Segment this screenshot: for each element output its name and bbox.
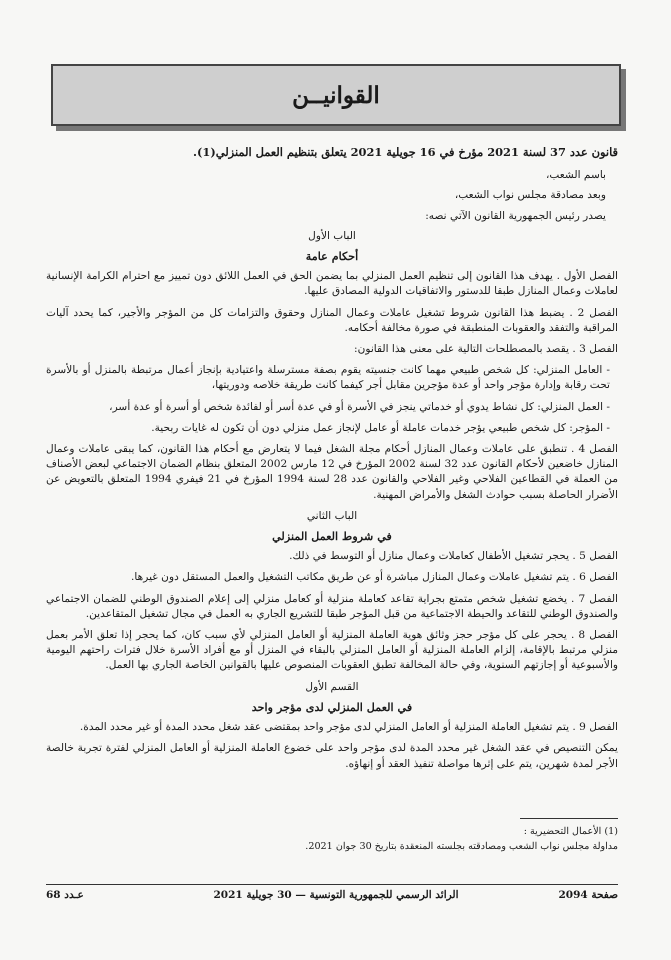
banner-title: القوانيــن — [292, 81, 380, 109]
article-paragraph: الفصل 2 . يضبط هذا القانون شروط تشغيل عاملات وعمال المنازل وحقوق والتزامات كل من المؤجر والأجير، كما يحدد آليات المراقبة والتفقد والعقوبات المنطبقة في صورة مخالفة أحكامه. — [46, 306, 619, 334]
preamble-line: باسم الشعب، — [545, 169, 606, 182]
article-paragraph: يمكن التنصيص في عقد الشغل غير محدد المدة لدى مؤجر واحد على خضوع العاملة المنزلية أو العامل المنزلي لفترة تجربة خالصة الأجر لمدة شهرين، يتم على إثرها مواصلة تنفيذ العقد أو إنهاؤه. — [46, 742, 618, 770]
definition-item: - المؤجر: كل شخص طبيعي يؤجر خدمات عاملة أو عامل لإنجاز عمل منزلي دون أن تكون له غايات ربحية. — [151, 421, 610, 434]
article-paragraph: الفصل 6 . يتم تشغيل عاملات وعمال المنازل مباشرة أو عن طريق مكاتب التشغيل والعمل المستقل دون غيرها. — [131, 571, 618, 584]
footnotes — [46, 824, 618, 854]
book-label: الباب الأول — [308, 229, 356, 242]
article-paragraph: الفصل 7 . يخضع تشغيل شخص متمتع بجراية تقاعد كعاملة منزلية أو كعامل منزلي إلى إعلام الصندوق الوطني للضمان الاجتماعي والصندوق الوطني للتقاعد والحيطة الاجتماعية من قبل المؤجر طبقا للتشريع الجاري به العمل في مجال تشغيل المتقاعدين. — [46, 592, 618, 620]
article-paragraph: الفصل 4 . تنطبق على عاملات وعمال المنازل أحكام مجلة الشغل فيما لا يتعارض مع أحكام هذا القانون، كما يبقى عاملات وعمال المنازل خاضعين لأحكام القانون عدد 32 لسنة 2002 المؤرخ في 12 مارس 2002 المتعلق بنظام الضمان الاجتماعي لبعض الأصناف من العملة في القطاعين الفلاحي وغير الفلاحي والقانون عدد 28 لسنة 1994 المؤرخ في 21 فيفري 1994 المتعلق بالتعويض عن الأضرار الحاصلة بسبب حوادث الشغل والأمراض المهنية. — [46, 443, 618, 501]
book-label: الباب الثاني — [306, 509, 358, 522]
law-body — [46, 145, 618, 778]
page-number: صفحة 2094 — [558, 889, 618, 901]
book-title: أحكام عامة — [305, 249, 359, 264]
definition-item: - العامل المنزلي: كل شخص طبيعي مهما كانت جنسيته يقوم بصفة مسترسلة واعتيادية بإنجاز أعمال مرتبطة بالمنزل أو بالأسرة تحت رقابة وإدارة مؤجر واحد أو عدة مؤجرين مقابل أجر كيفما كانت طريقة خلاصه ودوريتها، — [46, 364, 610, 392]
article-paragraph: الفصل 3 . يقصد بالمصطلحات التالية على معنى هذا القانون: — [354, 343, 618, 356]
section-banner — [51, 64, 621, 126]
law-title: قانون عدد 37 لسنة 2021 مؤرخ في 16 جويلية 2021 يتعلق بتنظيم العمل المنزلي(1). — [193, 145, 618, 159]
preamble-line: وبعد مصادقة مجلس نواب الشعب، — [454, 189, 606, 202]
article-paragraph: الفصل 5 . يحجر تشغيل الأطفال كعاملات وعمال منازل أو التوسط في ذلك. — [289, 550, 618, 563]
article-paragraph: الفصل الأول . يهدف هذا القانون إلى تنظيم العمل المنزلي بما يضمن الحق في العمل اللائق دون تمييز مع احترام الكرامة الإنسانية لعاملات وعمال المنازل طبقا للدستور والاتفاقيات الدولية المصادق عليها. — [46, 270, 618, 298]
issue-number: عـدد 68 — [46, 889, 84, 901]
footnote-divider — [520, 818, 618, 819]
page-footer — [46, 889, 618, 907]
book-title: في شروط العمل المنزلي — [272, 529, 392, 544]
gazette-title: الرائد الرسمي للجمهورية التونسية — 30 جويلية 2021 — [213, 889, 459, 901]
article-paragraph: الفصل 8 . يحجر على كل مؤجر حجز وثائق هوية العاملة المنزلية أو العامل المنزلي لأي سبب كان، كما يحجر إذا تعلق الأمر بعمل منزلي مرتبط بالإقامة، إلزام العاملة المنزلية أو العامل المنزلي بالبقاء في المنزل أو مع أفراد الأسرة خلال فترات راحتهم اليومية والأسبوعية أو إجازتهم السنوية، وفي حالة المخالفة تطبق العقوبات المنصوص عليها بالقوانين الخاصة الجاري بها العمل. — [46, 629, 618, 672]
footer-divider — [46, 884, 618, 885]
section-title: في العمل المنزلي لدى مؤجر واحد — [251, 699, 413, 714]
section-label: القسم الأول — [305, 680, 359, 693]
definition-item: - العمل المنزلي: كل نشاط يدوي أو خدماتي ينجز في الأسرة أو في عدة أسر أو لفائدة شخص أو أسرة أو عدة أسر، — [109, 400, 610, 413]
footnote-heading: (1) الأعمال التحضيرية : — [523, 826, 618, 837]
footnote-text: مداولة مجلس نواب الشعب ومصادقته بجلسته المنعقدة بتاريخ 30 جوان 2021. — [305, 841, 618, 852]
preamble-line: يصدر رئيس الجمهورية القانون الآتي نصه: — [425, 209, 606, 222]
article-paragraph: الفصل 9 . يتم تشغيل العاملة المنزلية أو العامل المنزلي لدى مؤجر واحد بمقتضى عقد شغل محدد المدة أو غير محدد المدة. — [79, 721, 618, 734]
